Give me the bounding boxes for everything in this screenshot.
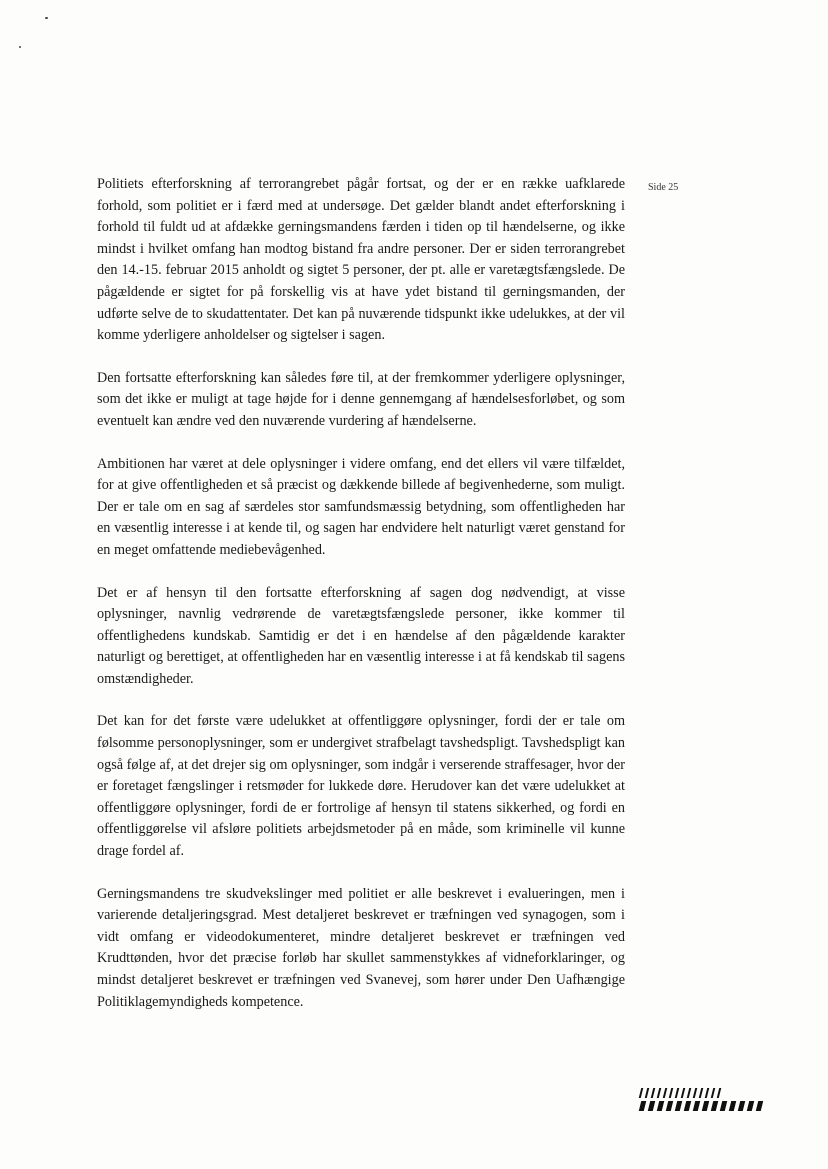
scan-speck — [19, 46, 21, 48]
barcode-row-thin — [640, 1088, 770, 1098]
paragraph: Den fortsatte efterforskning kan således føre til, at der fremkommer yderligere oplysninger, som det ikke er muligt at tage højde for i denne gennemgang af hændelsesforløbet, og som eventuelt kan ændre ved den nuværende vurdering af hændelserne. — [97, 369, 625, 429]
paragraph: Det kan for det første være udelukket at offentliggøre oplysninger, fordi der er tale om følsomme personoplysninger, som er undergivet strafbelagt tavshedspligt. Tavshedspligt kan også følge af, at det drejer sig om oplysninger, som indgår i verserende straffesager, hvor der er foretaget fængslinger i retsmøder for lukkede døre. Herudover kan det være udelukket at offentliggøre oplysninger, fordi de er fortrolige af hensyn til statens sikkerhed, og fordi en offentliggørelse vil afsløre politiets arbejdsmetoder på en måde, som kriminelle vil kunne drage fordel af. — [97, 713, 625, 860]
paragraph: Politiets efterforskning af terrorangrebet pågår fortsat, og der er en række uafklarede forhold, som politiet er i færd med at undersøge. Det gælder blandt andet efterforskning i forhold til fuldt ud at afdække gerningsmandens færden i tiden op til hændelserne, og ikke mindst i hvilket omfang han modtog bistand fra andre personer. Der er siden terrorangrebet den 14.-15. februar 2015 anholdt og sigtet 5 personer, der pt. alle er varetægtsfængslede. De pågældende er sigtet for på forskellig vis at have ydet bistand til gerningsmanden, der udførte selve de to skudattentater. Det kan på nuværende tidspunkt ikke udelukkes, at der vil komme yderligere anholdelser og sigtelser i sagen. — [97, 176, 625, 344]
barcode-row-thick — [640, 1101, 770, 1111]
paragraph: Gerningsmandens tre skudvekslinger med politiet er alle beskrevet i evalueringen, men i varierende detaljeringsgrad. Mest detaljeret beskrevet er træfningen ved synagogen, som i vidt omfang er videodokumenteret, mindre detaljeret beskrevet er træfningen ved Krudttønden, hvor det præcise forløb har skullet sammenstykkes af vidneforklaringer, og mindst detaljeret beskrevet er træfningen ved Svanevej, som hører under Den Uafhængige Politiklagemyndigheds kompetence. — [97, 885, 625, 1010]
paragraph: Det er af hensyn til den fortsatte efterforskning af sagen dog nødvendigt, at visse oplysninger, navnlig vedrørende de varetægtsfængslede personer, ikke kommer til offentlighedens kundskab. Samtidig er det i en hændelse af den pågældende karakter naturligt og berettiget, at offentligheden har en væsentlig interesse i at få kendskab til sagens omstændigheder. — [97, 584, 625, 687]
paragraph: Ambitionen har været at dele oplysninger i videre omfang, end det ellers vil være tilfældet, for at give offentligheden et så præcist og dækkende billede af begivenhederne, som muligt. Der er tale om en sag af særdeles stor samfundsmæssig betydning, som offentligheden har en væsentlig interesse i at kende til, og sagen har endvidere helt naturligt været genstand for en meget omfattende mediebevågenhed. — [97, 455, 625, 558]
body-text — [97, 174, 625, 1034]
page-number: Side 25 — [648, 182, 679, 193]
scan-speck — [45, 17, 48, 19]
barcode-marks — [640, 1088, 770, 1114]
